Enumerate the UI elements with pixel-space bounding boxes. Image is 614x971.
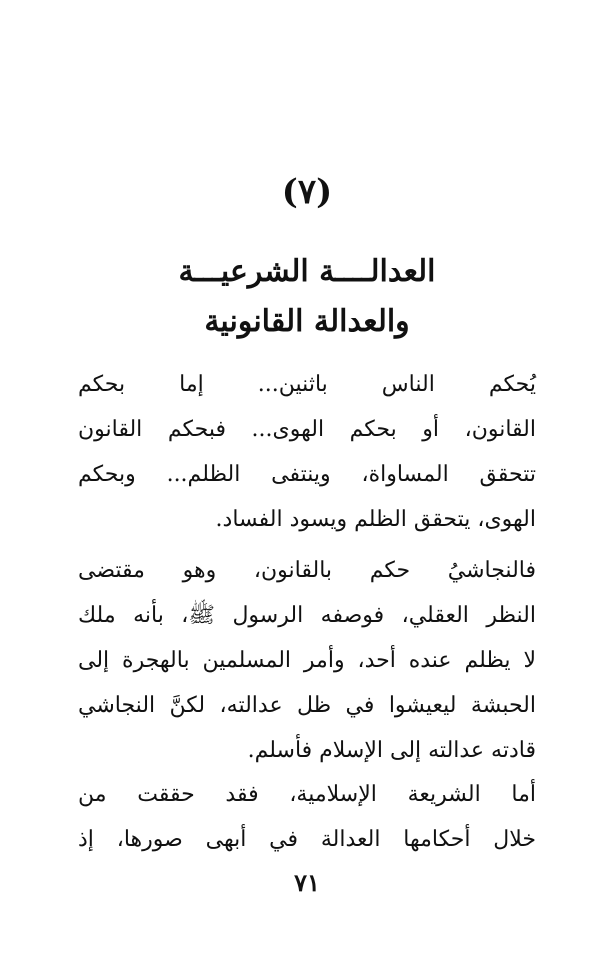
page-number: ٧١ bbox=[294, 868, 320, 897]
paragraph-line: فالنجاشيُ حكم بالقانون، وهو مقتضى bbox=[78, 558, 536, 583]
paragraph-line: الهوى، يتحقق الظلم ويسود الفساد. bbox=[215, 507, 536, 532]
paragraph-line: الحبشة ليعيشوا في ظل عدالته، لكنَّ النجاشي bbox=[78, 693, 536, 718]
paragraph-line: يُحكم الناس باثنين... إما بحكم bbox=[78, 372, 536, 397]
chapter-number: (٧) bbox=[281, 172, 333, 212]
paragraph-1 bbox=[78, 362, 536, 542]
paragraph-line: تتحقق المساواة، وينتفى الظلم... وبحكم bbox=[78, 462, 536, 487]
paragraph-line: خلال أحكامها العدالة في أبهى صورها، إذ bbox=[78, 827, 536, 852]
paragraph-line: لا يظلم عنده أحد، وأمر المسلمين بالهجرة إلى bbox=[78, 648, 536, 673]
paragraph-line: قادته عدالته إلى الإسلام فأسلم. bbox=[247, 738, 536, 763]
paragraph-3 bbox=[78, 772, 536, 862]
paragraph-line: القانون، أو بحكم الهوى... فبحكم القانون bbox=[78, 417, 536, 442]
paragraph-line: أما الشريعة الإسلامية، فقد حققت من bbox=[78, 782, 536, 807]
paragraph-line: النظر العقلي، فوصفه الرسول ﷺ، بأنه ملك bbox=[78, 603, 536, 628]
chapter-title-line-1: العدالــــة الشرعيـــة bbox=[178, 254, 436, 289]
chapter-title-line-2: والعدالة القانونية bbox=[204, 304, 410, 339]
paragraph-2 bbox=[78, 548, 536, 773]
